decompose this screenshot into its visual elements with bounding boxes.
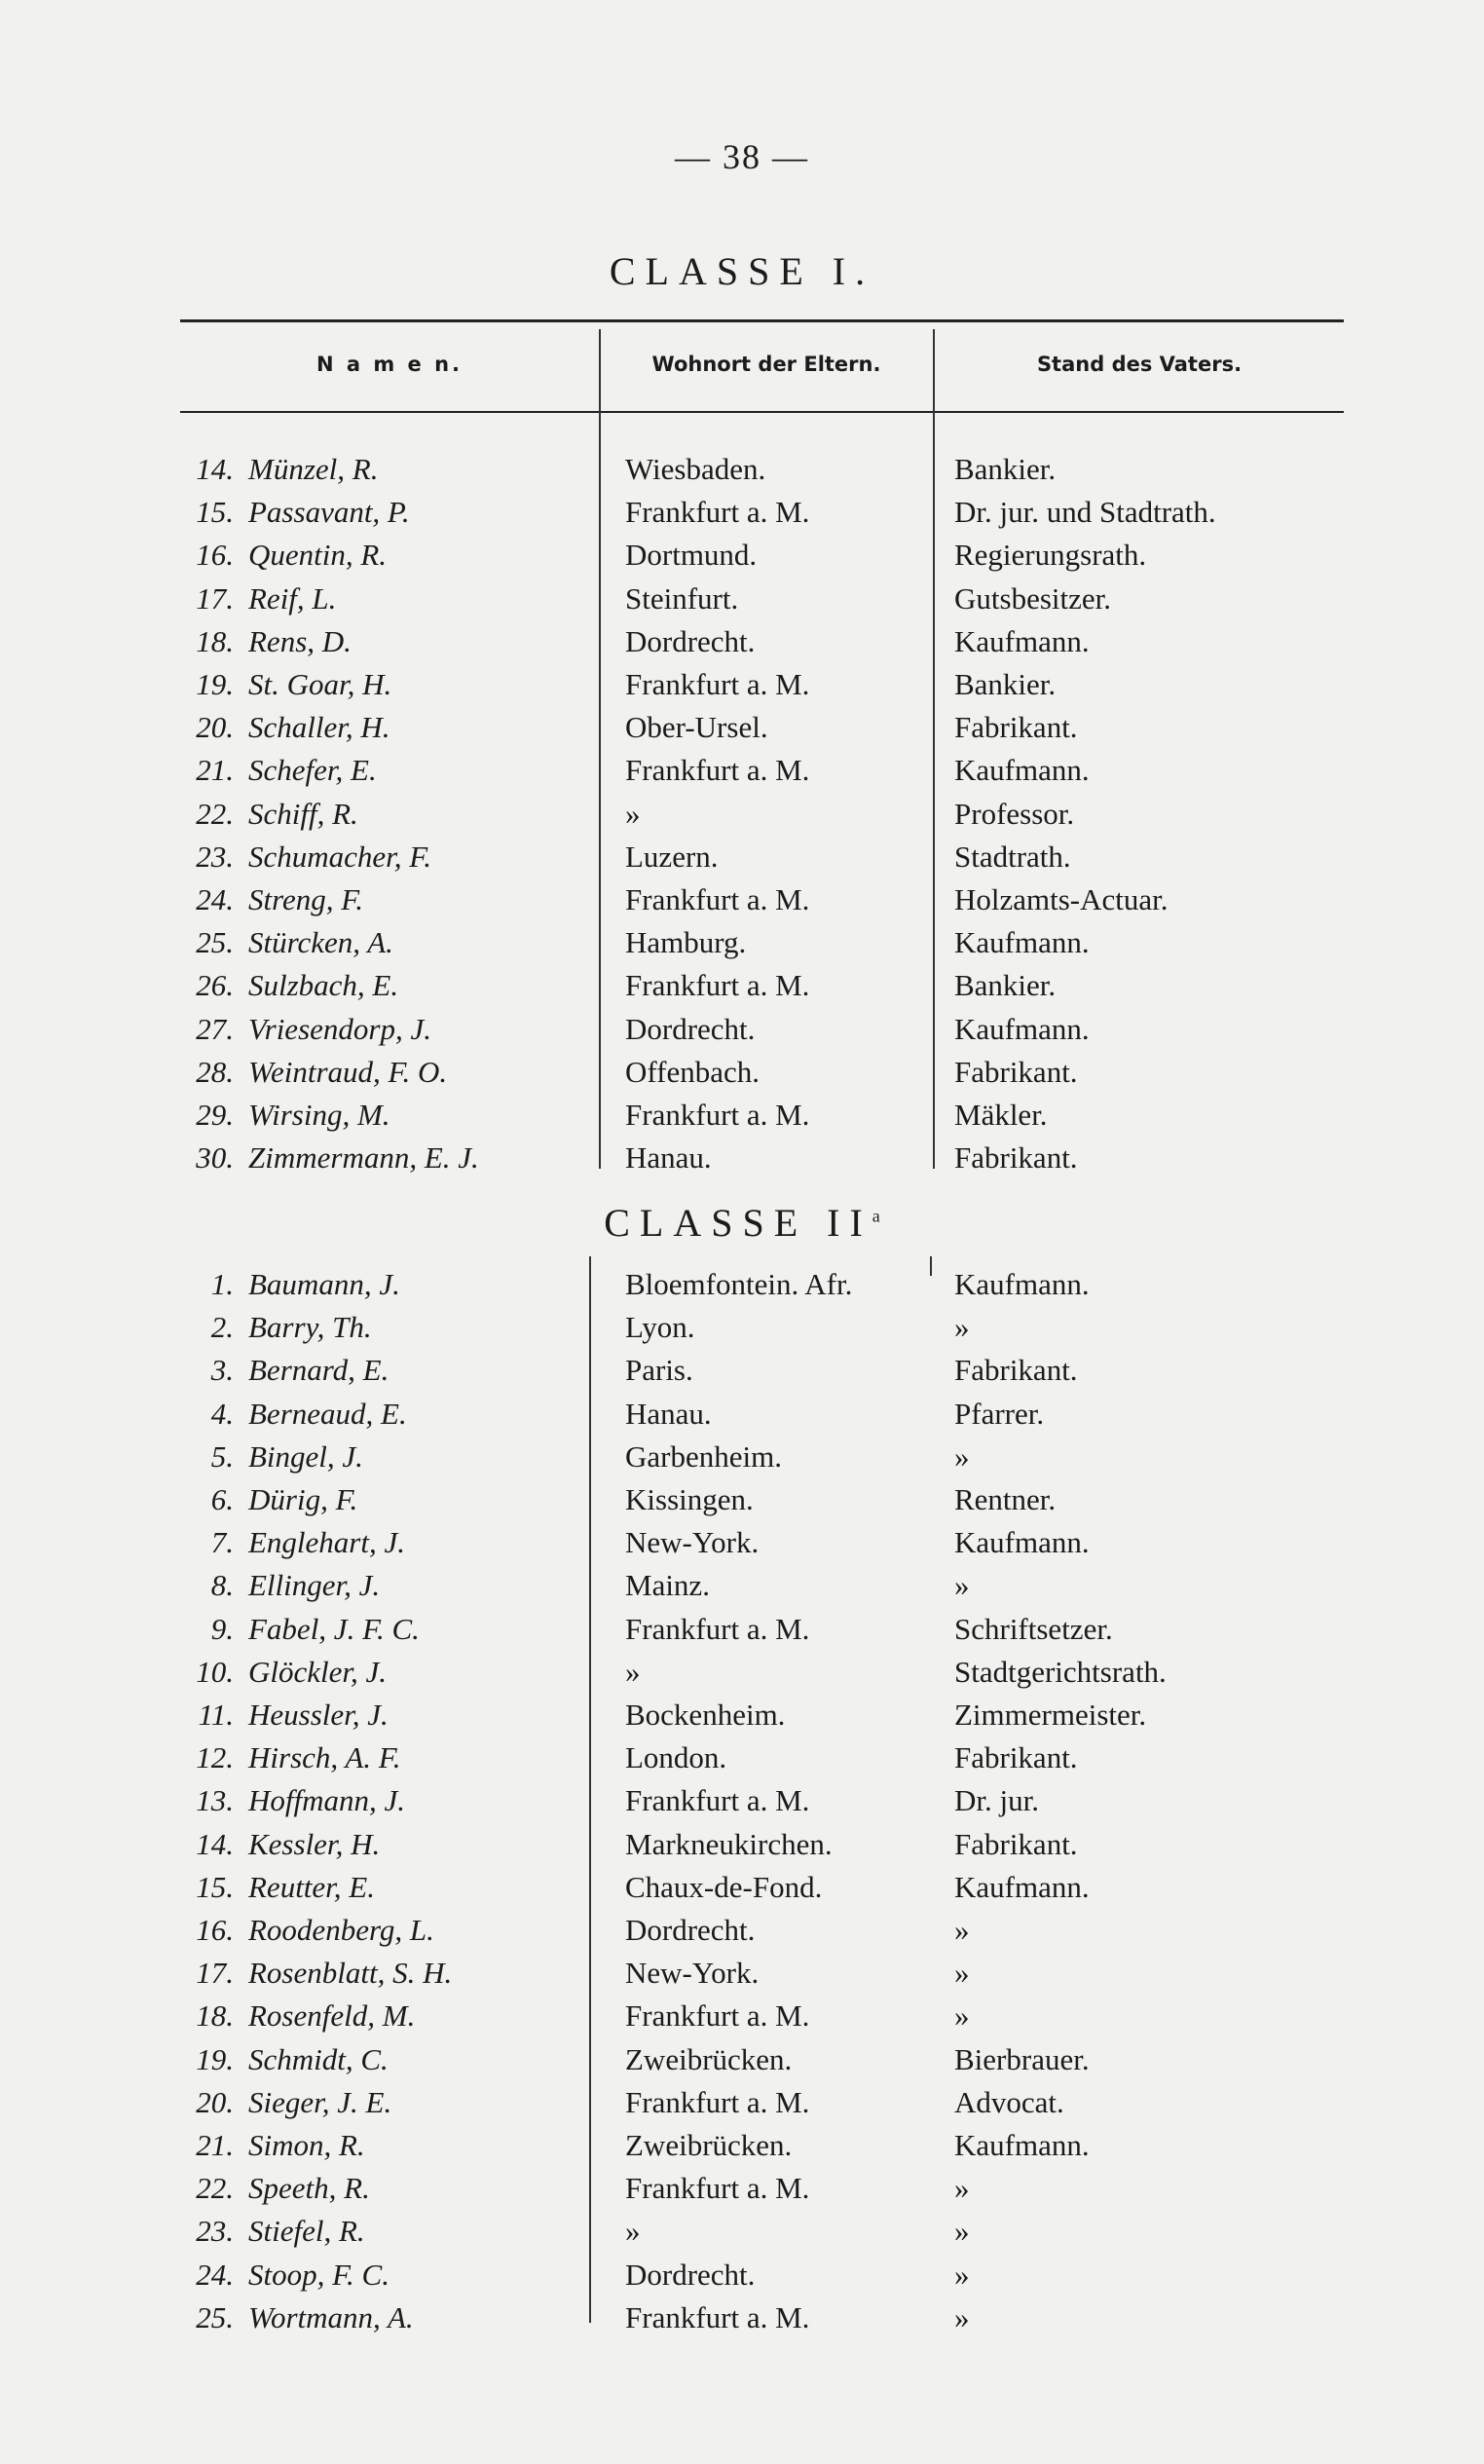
classe2-title-text: CLASSE II xyxy=(604,1201,872,1245)
person-name: Heussler, J. xyxy=(248,1698,389,1732)
table-row xyxy=(0,2038,1484,2081)
father-occupation: Rentner. xyxy=(954,1482,1057,1516)
table-row xyxy=(0,1094,1484,1137)
father-occupation: Kaufmann. xyxy=(954,623,1090,658)
residence: Frankfurt a. M. xyxy=(625,753,810,788)
residence: Dordrecht. xyxy=(625,623,756,658)
person-name: Wortmann, A. xyxy=(248,2299,414,2334)
entry-number: 20. xyxy=(196,2084,234,2119)
residence: Bockenheim. xyxy=(625,1698,786,1732)
entry-number: 25. xyxy=(196,2299,234,2334)
residence: London. xyxy=(625,1740,727,1775)
person-name: Rosenfeld, M. xyxy=(248,1998,416,2034)
person-name: Vriesendorp, J. xyxy=(248,1011,431,1046)
table-row xyxy=(0,1564,1484,1607)
residence: Frankfurt a. M. xyxy=(625,882,810,916)
table-row xyxy=(0,448,1484,491)
entry-number: 21. xyxy=(196,2128,234,2162)
table-top-rule xyxy=(180,319,1344,322)
father-occupation: Fabrikant. xyxy=(954,1140,1078,1176)
residence: Frankfurt a. M. xyxy=(625,2171,810,2206)
entry-number: 22. xyxy=(196,796,234,831)
table-row xyxy=(0,1478,1484,1521)
table-row xyxy=(0,964,1484,1007)
entry-number: 24. xyxy=(196,882,234,916)
table-row xyxy=(0,1779,1484,1822)
person-name: Baumann, J. xyxy=(248,1267,400,1301)
table-row xyxy=(0,2254,1484,2296)
residence: Dordrecht. xyxy=(625,1011,756,1046)
person-name: Reif, L. xyxy=(248,580,337,616)
table-row xyxy=(0,1306,1484,1349)
person-name: Sulzbach, E. xyxy=(248,968,399,1003)
header-namen: N a m e n. xyxy=(315,353,464,376)
father-occupation: » xyxy=(954,2299,970,2334)
table-row xyxy=(0,1823,1484,1866)
residence: » xyxy=(625,1654,641,1689)
residence: Hanau. xyxy=(625,1396,712,1431)
residence: New-York. xyxy=(625,1956,760,1991)
residence: Dordrecht. xyxy=(625,2257,756,2292)
table-row xyxy=(0,1008,1484,1051)
person-name: Hoffmann, J. xyxy=(248,1783,406,1818)
entry-number: 29. xyxy=(196,1098,234,1132)
father-occupation: Regierungsrath. xyxy=(954,538,1147,573)
table-row xyxy=(0,620,1484,663)
person-name: Passavant, P. xyxy=(248,495,410,530)
table-row xyxy=(0,1263,1484,1306)
residence: Zweibrücken. xyxy=(625,2128,793,2162)
table-row xyxy=(0,1651,1484,1694)
header-bottom-rule xyxy=(180,411,1344,413)
residence: Frankfurt a. M. xyxy=(625,2299,810,2334)
father-occupation: Gutsbesitzer. xyxy=(954,580,1111,616)
person-name: Münzel, R. xyxy=(248,452,379,486)
table-row xyxy=(0,2167,1484,2210)
entry-number: 3. xyxy=(210,1353,234,1388)
entry-number: 17. xyxy=(196,1956,234,1991)
entry-number: 26. xyxy=(196,968,234,1003)
person-name: Ellinger, J. xyxy=(248,1568,381,1603)
person-name: Glöckler, J. xyxy=(248,1654,388,1689)
entry-number: 9. xyxy=(210,1611,234,1646)
father-occupation: » xyxy=(954,1913,970,1947)
residence: New-York. xyxy=(625,1525,760,1560)
entry-number: 1. xyxy=(210,1267,234,1301)
residence: Hamburg. xyxy=(625,925,747,960)
father-occupation: Advocat. xyxy=(954,2084,1064,2119)
person-name: Quentin, R. xyxy=(248,538,388,573)
father-occupation: » xyxy=(954,2171,970,2206)
father-occupation: Bankier. xyxy=(954,452,1057,486)
table-row xyxy=(0,663,1484,706)
residence: Kissingen. xyxy=(625,1482,754,1516)
person-name: Schefer, E. xyxy=(248,753,377,788)
entry-number: 17. xyxy=(196,580,234,616)
father-occupation: » xyxy=(954,2257,970,2292)
residence: Frankfurt a. M. xyxy=(625,1098,810,1132)
table-row xyxy=(0,1393,1484,1436)
header-stand: Stand des Vaters. xyxy=(1036,353,1243,376)
residence: Frankfurt a. M. xyxy=(625,968,810,1003)
person-name: Hirsch, A. F. xyxy=(248,1740,401,1775)
father-occupation: Bankier. xyxy=(954,968,1057,1003)
entry-number: 8. xyxy=(210,1568,234,1603)
entry-number: 6. xyxy=(210,1482,234,1516)
person-name: Stiefel, R. xyxy=(248,2214,365,2249)
father-occupation: » xyxy=(954,1568,970,1603)
person-name: Rosenblatt, S. H. xyxy=(248,1956,453,1991)
father-occupation: Pfarrer. xyxy=(954,1396,1045,1431)
residence: Frankfurt a. M. xyxy=(625,495,810,530)
residence: Zweibrücken. xyxy=(625,2041,793,2076)
person-name: Bingel, J. xyxy=(248,1438,363,1474)
entry-number: 22. xyxy=(196,2171,234,2206)
person-name: Berneaud, E. xyxy=(248,1396,407,1431)
person-name: Dürig, F. xyxy=(248,1482,358,1516)
table-row xyxy=(0,1736,1484,1779)
header-wohnort: Wohnort der Eltern. xyxy=(651,353,881,376)
table-row xyxy=(0,1436,1484,1478)
residence: Frankfurt a. M. xyxy=(625,667,810,701)
entry-number: 20. xyxy=(196,710,234,745)
residence: Lyon. xyxy=(625,1310,695,1345)
entry-number: 27. xyxy=(196,1011,234,1046)
person-name: Rens, D. xyxy=(248,623,352,658)
father-occupation: Kaufmann. xyxy=(954,2128,1090,2162)
residence: Mainz. xyxy=(625,1568,710,1603)
residence: Paris. xyxy=(625,1353,693,1388)
table-row xyxy=(0,491,1484,534)
table-row xyxy=(0,1349,1484,1392)
father-occupation: Bierbrauer. xyxy=(954,2041,1090,2076)
father-occupation: Dr. jur. und Stadtrath. xyxy=(954,495,1216,530)
residence: Frankfurt a. M. xyxy=(625,1783,810,1818)
classe2-title-suffix: a xyxy=(872,1206,880,1226)
entry-number: 25. xyxy=(196,925,234,960)
residence: Steinfurt. xyxy=(625,580,739,616)
residence: Hanau. xyxy=(625,1140,712,1176)
person-name: Bernard, E. xyxy=(248,1353,390,1388)
table-row xyxy=(0,1866,1484,1909)
residence: » xyxy=(625,796,641,831)
entry-number: 18. xyxy=(196,623,234,658)
father-occupation: Fabrikant. xyxy=(954,710,1078,745)
residence: Luzern. xyxy=(625,839,719,874)
person-name: Simon, R. xyxy=(248,2128,365,2162)
entry-number: 11. xyxy=(198,1698,234,1732)
entry-number: 16. xyxy=(196,1913,234,1947)
residence: Bloemfontein. Afr. xyxy=(625,1267,853,1301)
entry-number: 30. xyxy=(196,1140,234,1176)
entry-number: 10. xyxy=(196,1654,234,1689)
table-row xyxy=(0,1137,1484,1179)
entry-number: 21. xyxy=(196,753,234,788)
table-row xyxy=(0,793,1484,836)
person-name: Schaller, H. xyxy=(248,710,390,745)
table-row xyxy=(0,1909,1484,1952)
table-row xyxy=(0,534,1484,577)
father-occupation: Fabrikant. xyxy=(954,1740,1078,1775)
table-row xyxy=(0,1694,1484,1736)
entry-number: 16. xyxy=(196,538,234,573)
entry-number: 2. xyxy=(210,1310,234,1345)
father-occupation: Kaufmann. xyxy=(954,1267,1090,1301)
person-name: Sieger, J. E. xyxy=(248,2084,392,2119)
person-name: Roodenberg, L. xyxy=(248,1913,434,1947)
father-occupation: » xyxy=(954,1310,970,1345)
classe1-title: CLASSE I. xyxy=(609,249,875,293)
residence: Dordrecht. xyxy=(625,1913,756,1947)
father-occupation: Fabrikant. xyxy=(954,1054,1078,1089)
entry-number: 19. xyxy=(196,2041,234,2076)
residence: Chaux-de-Fond. xyxy=(625,1869,823,1904)
entry-number: 18. xyxy=(196,1998,234,2034)
father-occupation: Holzamts-Actuar. xyxy=(954,882,1169,916)
entry-number: 12. xyxy=(196,1740,234,1775)
person-name: St. Goar, H. xyxy=(248,667,392,701)
person-name: Schmidt, C. xyxy=(248,2041,389,2076)
father-occupation: Stadtgerichtsrath. xyxy=(954,1654,1167,1689)
person-name: Stürcken, A. xyxy=(248,925,393,960)
person-name: Zimmermann, E. J. xyxy=(248,1140,479,1176)
residence: » xyxy=(625,2214,641,2249)
person-name: Schiff, R. xyxy=(248,796,358,831)
person-name: Stoop, F. C. xyxy=(248,2257,390,2292)
table-row xyxy=(0,1051,1484,1094)
father-occupation: Dr. jur. xyxy=(954,1783,1039,1818)
father-occupation: Kaufmann. xyxy=(954,1525,1090,1560)
father-occupation: Kaufmann. xyxy=(954,1011,1090,1046)
entry-number: 13. xyxy=(196,1783,234,1818)
father-occupation: Kaufmann. xyxy=(954,753,1090,788)
father-occupation: Zimmermeister. xyxy=(954,1698,1147,1732)
father-occupation: » xyxy=(954,1998,970,2034)
entry-number: 23. xyxy=(196,839,234,874)
person-name: Schumacher, F. xyxy=(248,839,431,874)
residence: Markneukirchen. xyxy=(625,1826,833,1861)
residence: Dortmund. xyxy=(625,538,758,573)
person-name: Englehart, J. xyxy=(248,1525,405,1560)
residence: Frankfurt a. M. xyxy=(625,1611,810,1646)
father-occupation: Kaufmann. xyxy=(954,925,1090,960)
residence: Garbenheim. xyxy=(625,1438,782,1474)
table-row xyxy=(0,2210,1484,2253)
person-name: Speeth, R. xyxy=(248,2171,370,2206)
father-occupation: Bankier. xyxy=(954,667,1057,701)
table-row xyxy=(0,836,1484,878)
table-row xyxy=(0,1952,1484,1995)
person-name: Reutter, E. xyxy=(248,1869,375,1904)
person-name: Weintraud, F. O. xyxy=(248,1054,448,1089)
table-row xyxy=(0,1608,1484,1651)
person-name: Kessler, H. xyxy=(248,1826,381,1861)
father-occupation: » xyxy=(954,1956,970,1991)
entry-number: 28. xyxy=(196,1054,234,1089)
table-row xyxy=(0,749,1484,792)
table-row xyxy=(0,706,1484,749)
entry-number: 5. xyxy=(210,1438,234,1474)
father-occupation: » xyxy=(954,2214,970,2249)
entry-number: 7. xyxy=(210,1525,234,1560)
person-name: Barry, Th. xyxy=(248,1310,372,1345)
table-row xyxy=(0,2081,1484,2124)
residence: Offenbach. xyxy=(625,1054,761,1089)
residence: Ober-Ursel. xyxy=(625,710,768,745)
table-row xyxy=(0,1521,1484,1564)
entry-number: 15. xyxy=(196,495,234,530)
entry-number: 15. xyxy=(196,1869,234,1904)
table-row xyxy=(0,578,1484,620)
table-row xyxy=(0,878,1484,921)
page-number: — 38 — xyxy=(675,137,809,176)
table-row xyxy=(0,2124,1484,2167)
residence: Frankfurt a. M. xyxy=(625,1998,810,2034)
entry-number: 19. xyxy=(196,667,234,701)
person-name: Wirsing, M. xyxy=(248,1098,390,1132)
father-occupation: Fabrikant. xyxy=(954,1826,1078,1861)
father-occupation: » xyxy=(954,1438,970,1474)
entry-number: 14. xyxy=(196,452,234,486)
residence: Wiesbaden. xyxy=(625,452,766,486)
father-occupation: Kaufmann. xyxy=(954,1869,1090,1904)
father-occupation: Mäkler. xyxy=(954,1098,1048,1132)
table-row xyxy=(0,2296,1484,2339)
classe2-title xyxy=(0,1200,1484,1246)
entry-number: 4. xyxy=(210,1396,234,1431)
table-row xyxy=(0,1995,1484,2037)
person-name: Streng, F. xyxy=(248,882,363,916)
father-occupation: Fabrikant. xyxy=(954,1353,1078,1388)
father-occupation: Schriftsetzer. xyxy=(954,1611,1113,1646)
table-row xyxy=(0,921,1484,964)
father-occupation: Stadtrath. xyxy=(954,839,1071,874)
residence: Frankfurt a. M. xyxy=(625,2084,810,2119)
entry-number: 14. xyxy=(196,1826,234,1861)
entry-number: 23. xyxy=(196,2214,234,2249)
entry-number: 24. xyxy=(196,2257,234,2292)
father-occupation: Professor. xyxy=(954,796,1075,831)
person-name: Fabel, J. F. C. xyxy=(248,1611,420,1646)
